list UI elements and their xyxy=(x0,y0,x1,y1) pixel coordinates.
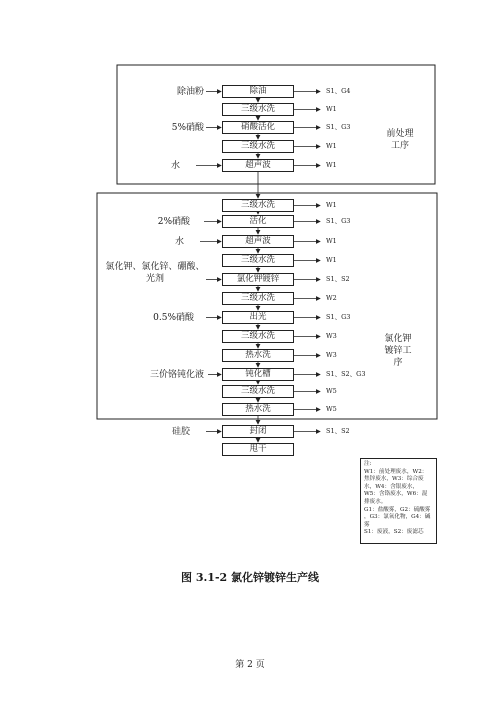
step-input: 5%硝酸 xyxy=(171,122,204,133)
step-output: W1 xyxy=(326,237,337,245)
legend-box xyxy=(360,458,437,544)
step-output: S1、G3 xyxy=(326,123,351,131)
step-input: 除油粉 xyxy=(176,86,204,97)
step-output: W1 xyxy=(326,142,337,150)
step-input: 0.5%硝酸 xyxy=(153,312,194,323)
step-input: 硅胶 xyxy=(171,426,190,437)
legend-line: W1：前处理废水，W2： xyxy=(364,468,428,475)
process-step: 活化 xyxy=(222,215,294,228)
process-step: 三级水洗 xyxy=(222,254,294,267)
legend-line: 水，W4：含银废水， xyxy=(364,483,419,490)
process-step: 甩干 xyxy=(222,443,294,456)
process-step: 硝酸活化 xyxy=(222,121,294,134)
legend-line: 排废水。 xyxy=(364,498,387,505)
step-input: 氯化钾、氯化锌、硼酸、光剂 xyxy=(105,261,205,284)
legend-line: 雾 xyxy=(364,521,370,528)
step-input: 2%硝酸 xyxy=(157,216,190,227)
process-step: 三级水洗 xyxy=(222,292,294,305)
step-input: 水 xyxy=(174,236,184,247)
step-output: W2 xyxy=(326,294,337,302)
legend-line: S1：废液，S2：废滤芯 xyxy=(364,529,424,536)
process-step: 热水洗 xyxy=(222,403,294,416)
process-step: 超声波 xyxy=(222,235,294,248)
legend-line: W5：含铬废水，W6：混 xyxy=(364,491,428,498)
process-step: 出光 xyxy=(222,311,294,324)
legend-line: 焦锌废水，W3：综合废 xyxy=(364,476,424,483)
step-output: W1 xyxy=(326,105,337,113)
process-step: 三级水洗 xyxy=(222,330,294,343)
step-output: S1、G4 xyxy=(326,87,351,95)
step-input: 三价铬钝化液 xyxy=(149,369,204,380)
process-step: 三级水洗 xyxy=(222,199,294,212)
legend-line: ，G3：氯氧化物，G4：碱 xyxy=(364,514,431,521)
legend-line: G1：盐酸雾，G2：硫酸雾 xyxy=(364,506,431,513)
figure-caption: 图 3.1-2 氯化锌镀锌生产线 xyxy=(180,571,319,584)
step-output: S1、S2 xyxy=(326,427,350,435)
process-step: 封闭 xyxy=(222,425,294,438)
step-output: S1、S2 xyxy=(326,275,350,283)
page-number: 第 2 页 xyxy=(235,660,265,670)
step-output: S1、G3 xyxy=(326,217,351,225)
step-output: W1 xyxy=(326,201,337,209)
step-output: S1、G3 xyxy=(326,313,351,321)
step-output: S1、S2、G3 xyxy=(326,370,366,378)
step-input: 水 xyxy=(170,160,180,171)
process-step: 热水洗 xyxy=(222,349,294,362)
process-step: 超声波 xyxy=(222,159,294,172)
step-output: W1 xyxy=(326,161,337,169)
step-output: W3 xyxy=(326,332,337,340)
process-step: 氯化钾镀锌 xyxy=(222,273,294,286)
process-step: 三级水洗 xyxy=(222,103,294,116)
section-label-pretreatment: 前处理工序 xyxy=(386,129,414,151)
step-output: W3 xyxy=(326,351,337,359)
step-output: W1 xyxy=(326,256,337,264)
process-step: 除油 xyxy=(222,85,294,98)
step-output: W5 xyxy=(326,387,337,395)
process-step: 三级水洗 xyxy=(222,385,294,398)
section-label-galvanizing: 氯化钾镀锌工序 xyxy=(384,334,412,368)
process-step: 钝化槽 xyxy=(222,368,294,381)
step-output: W5 xyxy=(326,405,337,413)
legend-title: 注: xyxy=(364,461,372,467)
process-step: 三级水洗 xyxy=(222,140,294,153)
